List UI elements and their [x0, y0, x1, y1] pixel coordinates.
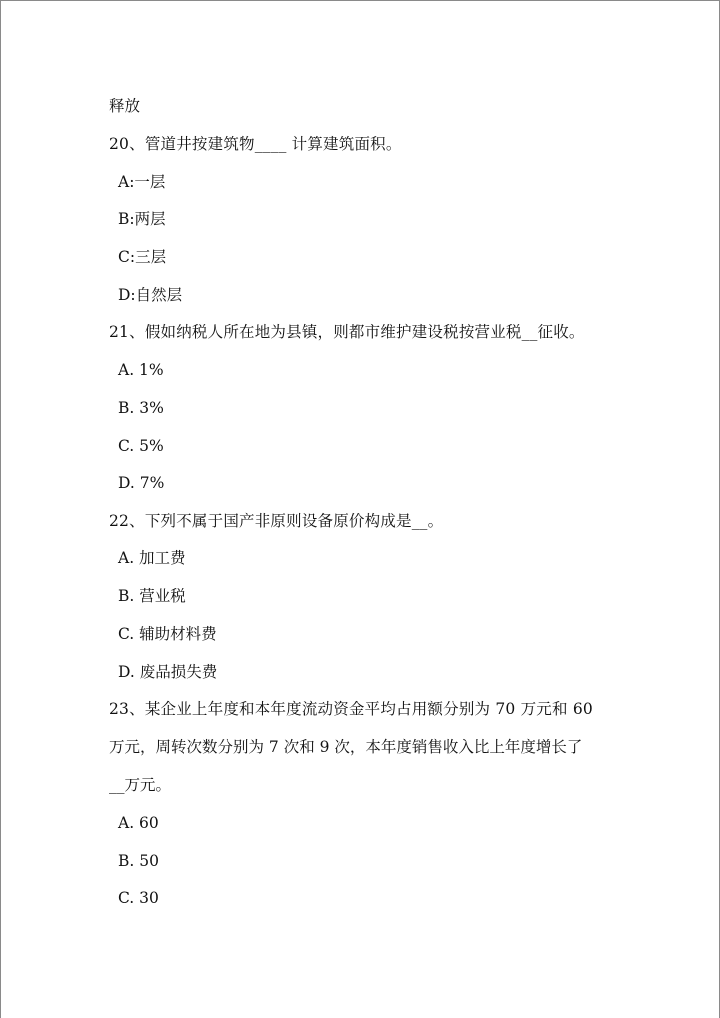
question-23-option-b: B. 50 — [118, 852, 159, 870]
question-21-option-a: A. 1% — [118, 361, 164, 379]
question-22-option-a: A. 加工费 — [118, 549, 186, 567]
question-22: 22、下列不属于国产非原则设备原价构成是__。 — [109, 512, 444, 530]
question-20-option-d: D:自然层 — [118, 286, 183, 304]
question-21-option-c: C. 5% — [118, 437, 164, 455]
question-20: 20、管道井按建筑物____ 计算建筑面积。 — [109, 135, 402, 153]
question-23-line-2: 万元，周转次数分别为 7 次和 9 次，本年度销售收入比上年度增长了 — [109, 738, 583, 756]
text-line-continuation: 释放 — [109, 97, 141, 115]
question-20-option-b: B:两层 — [118, 210, 166, 228]
question-20-option-a: A:一层 — [118, 173, 166, 191]
question-22-option-c: C. 辅助材料费 — [118, 625, 217, 643]
question-23-option-a: A. 60 — [118, 814, 159, 832]
question-23-line-3: __万元。 — [109, 776, 172, 794]
question-21: 21、假如纳税人所在地为县镇，则都市维护建设税按营业税__征收。 — [109, 323, 585, 341]
question-22-option-b: B. 营业税 — [118, 587, 186, 605]
question-21-option-b: B. 3% — [118, 399, 164, 417]
question-23: 23、某企业上年度和本年度流动资金平均占用额分别为 70 万元和 60 — [109, 700, 593, 718]
question-21-option-d: D. 7% — [118, 474, 165, 492]
question-20-option-c: C:三层 — [118, 248, 167, 266]
question-23-option-c: C. 30 — [118, 889, 159, 907]
question-22-option-d: D. 废品损失费 — [118, 663, 218, 681]
